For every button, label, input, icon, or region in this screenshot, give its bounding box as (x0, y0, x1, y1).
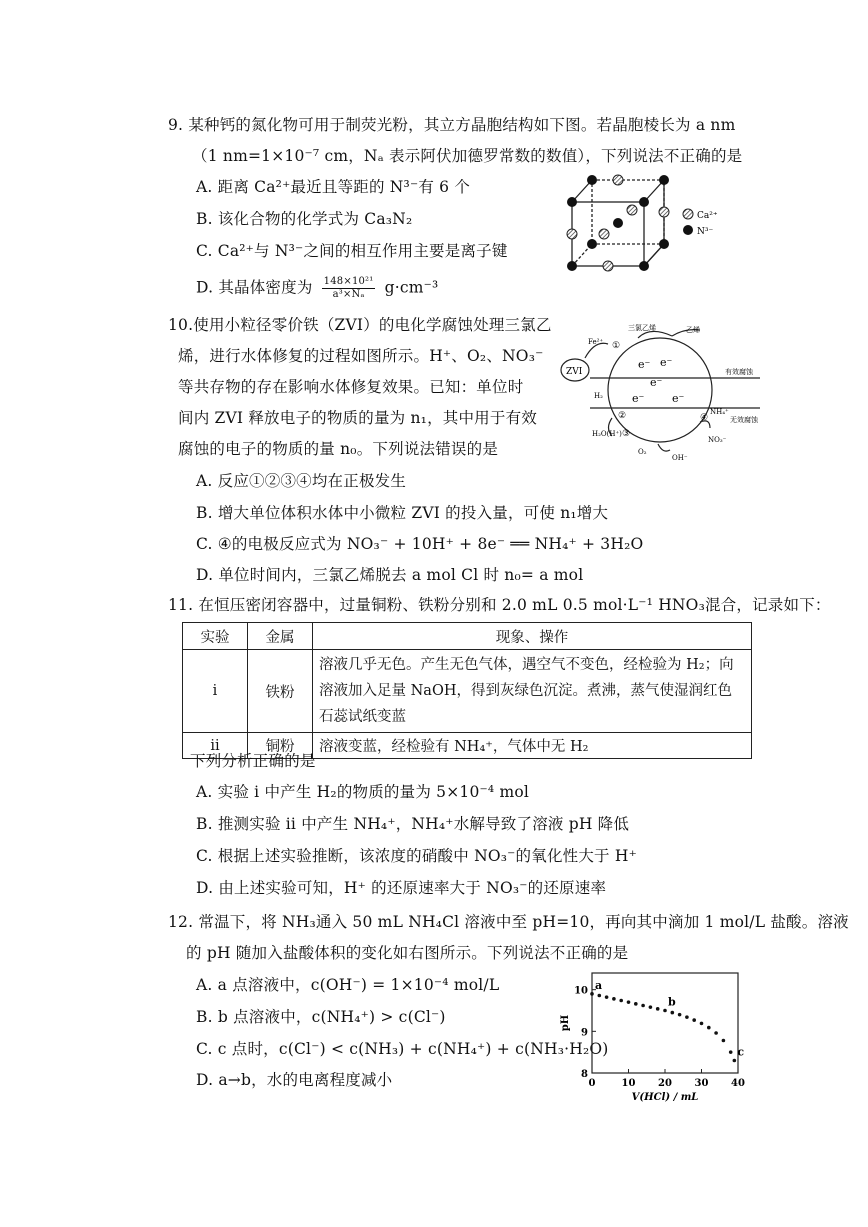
oh-label: OH⁻ (672, 454, 688, 462)
data-point (707, 1026, 711, 1030)
q12-stem-line1: 12. 常温下，将 NH₃通入 50 mL NH₄Cl 溶液中至 pH=10，再向其中滴加 1 mol/L 盐酸。溶液 (168, 913, 849, 931)
crystal-cell-figure (560, 170, 730, 280)
data-point (627, 1000, 631, 1004)
data-point (612, 997, 616, 1001)
q10-option-c: C. ④的电极反应式为 NO₃⁻ + 10H⁺ + 8e⁻ ══ NH₄⁺ + 3H₂O (196, 535, 644, 553)
q9-option-c: C. Ca²⁺与 N³⁻之间的相互作用主要是离子键 (196, 242, 508, 260)
q10-stem-line3: 等共存物的存在影响水体修复效果。已知：单位时 (178, 378, 524, 396)
legend-ca-label: Ca²⁺ (697, 211, 718, 221)
data-point (663, 1009, 667, 1013)
q11-option-c: C. 根据上述实验推断，该浓度的硝酸中 NO₃⁻的氧化性大于 H⁺ (196, 847, 637, 865)
y-tick-label: 10 (574, 985, 588, 997)
data-point (729, 1050, 733, 1054)
q11-option-b: B. 推测实验 ii 中产生 NH₄⁺，NH₄⁺水解导致了溶液 pH 降低 (196, 815, 630, 833)
experiment-table (182, 622, 752, 759)
table-cell-desc: 溶液几乎无色。产生无色气体，遇空气不变色，经检验为 H₂；向溶液加入足量 NaOH，得到灰绿色沉淀。煮沸，蒸气使湿润红色石蕊试纸变蓝 (313, 650, 752, 733)
fraction-numerator: 148×10²¹ (323, 276, 374, 287)
data-point (685, 1015, 689, 1019)
data-point (671, 1011, 675, 1015)
legend-ca-marker (683, 209, 693, 219)
table-header-metal: 金属 (248, 623, 313, 650)
q9-stem-line1: 9. 某种钙的氮化物可用于制荧光粉，其立方晶胞结构如下图。若晶胞棱长为 a nm (168, 116, 736, 134)
data-point (733, 1059, 737, 1063)
effective-label: 有效腐蚀 (725, 368, 753, 376)
ph-titration-chart (548, 965, 758, 1105)
q9-option-a: A. 距离 Ca²⁺最近且等距的 N³⁻有 6 个 (196, 178, 471, 196)
y-tick-label: 8 (581, 1069, 588, 1080)
q10-option-a: A. 反应①②③④均在正极发生 (196, 472, 407, 490)
x-tick-label: 40 (731, 1078, 745, 1089)
table-cell-metal: 铜粉 (248, 733, 313, 759)
table-header-exp: 实验 (183, 623, 248, 650)
electron-3: e⁻ (650, 376, 663, 389)
table-cell-metal: 铁粉 (248, 650, 313, 733)
ethylene-label: 乙烯 (686, 326, 700, 334)
data-point (598, 994, 602, 998)
table-cell-exp: i (183, 650, 248, 733)
q10-stem-line4: 间内 ZVI 释放电子的物质的量为 n₁，其中用于有效 (178, 409, 537, 427)
data-point (590, 992, 594, 996)
q9-option-b: B. 该化合物的化学式为 Ca₃N₂ (196, 210, 413, 228)
data-point (678, 1013, 682, 1017)
data-point (714, 1031, 718, 1035)
o2-label: O₂ (638, 448, 647, 456)
h2-label: H₂ (594, 392, 603, 400)
ineffective-label: 无效腐蚀 (730, 416, 758, 424)
data-point (656, 1007, 660, 1011)
density-fraction (322, 276, 376, 301)
q12-option-c: C. c 点时，c(Cl⁻) < c(NH₃) + c(NH₄⁺) + c(NH₃·H₂O) (196, 1040, 609, 1058)
q10-stem-line2: 烯，进行水体修复的过程如图所示。H⁺、O₂、NO₃⁻ (178, 347, 544, 365)
table-cell-desc: 溶液变蓝，经检验有 NH₄⁺，气体中无 H₂ (313, 733, 752, 759)
x-tick-label: 20 (658, 1078, 672, 1089)
y-axis-label: pH (560, 1014, 571, 1032)
marker-4: ④ (700, 413, 709, 423)
q12-option-a: A. a 点溶液中，c(OH⁻) = 1×10⁻⁴ mol/L (196, 976, 500, 994)
table-header-row (183, 623, 752, 650)
fraction-denominator: a³×Nₐ (332, 289, 365, 300)
q11-intro: 下列分析正确的是 (190, 752, 316, 770)
q10-stem-line5: 腐蚀的电子的物质的量 n₀。下列说法错误的是 (178, 440, 499, 458)
fe-label: Fe²⁺ (588, 338, 604, 346)
marker-2: ② (618, 411, 627, 421)
legend-n-label: N³⁻ (697, 227, 714, 237)
x-tick-label: 0 (588, 1078, 596, 1089)
legend-n-marker (683, 225, 693, 235)
nh4-label: NH₄⁺ (710, 408, 729, 416)
data-point (634, 1002, 638, 1006)
x-tick-label: 10 (621, 1078, 636, 1089)
x-axis-label: V(HCl) / mL (631, 1092, 699, 1103)
data-point (649, 1005, 653, 1009)
point-label: b (668, 995, 676, 1009)
point-label: c (737, 1045, 745, 1059)
q9-stem-line2: （1 nm=1×10⁻⁷ cm，Nₐ 表示阿伏加德罗常数的数值），下列说法不正确的是 (192, 147, 743, 165)
q10-option-d: D. 单位时间内，三氯乙烯脱去 a mol Cl 时 n₀= a mol (196, 566, 584, 584)
electron-1: e⁻ (638, 358, 651, 371)
y-tick-label: 9 (581, 1027, 588, 1039)
marker-1: ① (612, 341, 621, 351)
n-ion-markers (567, 175, 669, 271)
table-cell-exp: ii (183, 733, 248, 759)
plot-frame (592, 973, 738, 1073)
electron-2: e⁻ (660, 356, 673, 369)
q11-option-a: A. 实验 i 中产生 H₂的物质的量为 5×10⁻⁴ mol (196, 783, 530, 801)
data-point (722, 1039, 726, 1043)
q12-option-b: B. b 点溶液中，c(NH₄⁺) > c(Cl⁻) (196, 1008, 446, 1026)
q11-stem: 11. 在恒压密闭容器中，过量铜粉、铁粉分别和 2.0 mL 0.5 mol·L⁻¹ HNO₃混合，记录如下： (168, 596, 831, 614)
data-point (641, 1004, 645, 1008)
data-point (619, 999, 623, 1003)
q9-option-d-prefix: D. 其晶体密度为 (196, 278, 313, 297)
q11-option-d: D. 由上述实验可知，H⁺ 的还原速率大于 NO₃⁻的还原速率 (196, 879, 607, 897)
electron-5: e⁻ (672, 392, 685, 405)
h2o-label: H₂O(H⁺) (592, 430, 622, 438)
q12-option-d: D. a→b，水的电离程度减小 (196, 1071, 393, 1089)
q9-option-d-unit: g·cm⁻³ (384, 278, 439, 297)
table-header-desc: 现象、操作 (313, 623, 752, 650)
tce-label: 三氯乙烯 (628, 324, 656, 332)
data-point (700, 1022, 704, 1026)
no3-label: NO₃⁻ (708, 436, 727, 444)
q10-stem-line1: 10.使用小粒径零价铁（ZVI）的电化学腐蚀处理三氯乙 (168, 316, 552, 334)
point-label: a (595, 978, 603, 992)
zvi-label: ZVI (566, 367, 583, 377)
q9-option-d (196, 276, 438, 301)
zvi-corrosion-diagram (560, 318, 780, 468)
table-row (183, 650, 752, 733)
q12-stem-line2: 的 pH 随加入盐酸体积的变化如右图所示。下列说法不正确的是 (186, 944, 629, 962)
electron-4: e⁻ (632, 392, 645, 405)
data-point (605, 995, 609, 999)
x-tick-label: 30 (694, 1078, 709, 1089)
q10-option-b: B. 增大单位体积水体中小微粒 ZVI 的投入量，可使 n₁增大 (196, 504, 609, 522)
marker-3: ③ (622, 429, 631, 439)
data-point (692, 1018, 696, 1022)
